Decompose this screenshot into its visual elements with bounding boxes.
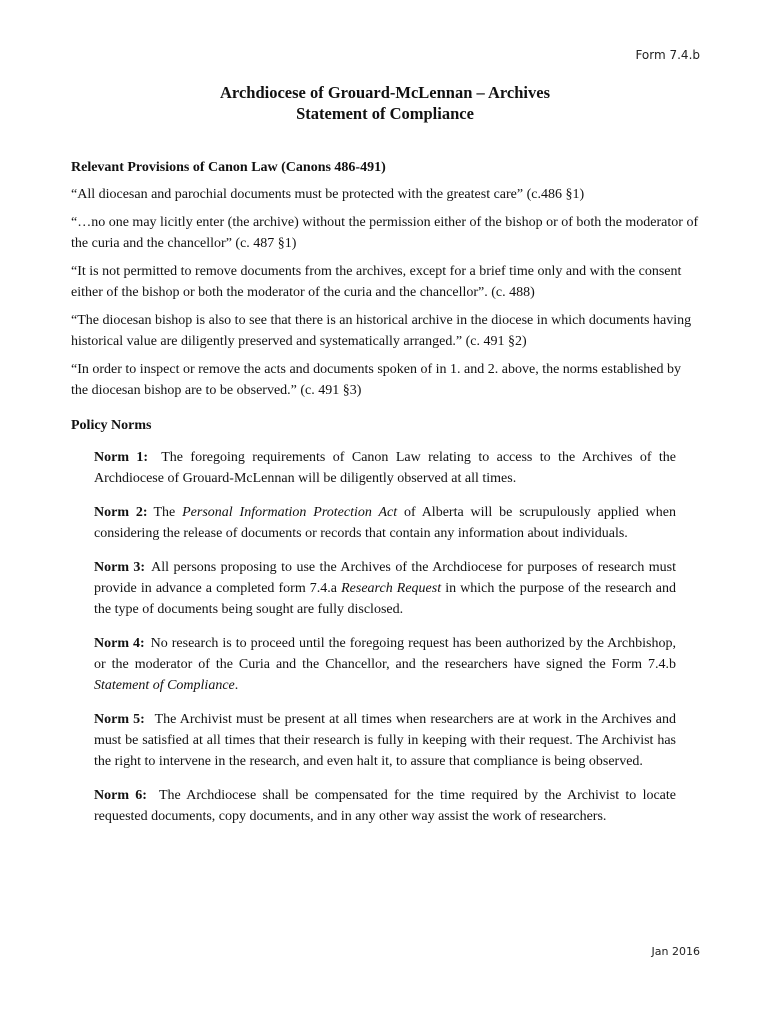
norm-text: No research is to proceed until the foregoing request has been authorized by the Archbishop, or the moderator of the Curia and the Chancellor, and the researchers have signed the Form 7.4.b: [94, 636, 676, 672]
norm-label: Norm 2:: [94, 505, 148, 520]
provision-item: “It is not permitted to remove documents from the archives, except for a brief time only and with the consent either of the bishop or both the moderator of the curia and the chancellor”. (c. 488): [71, 264, 682, 300]
norm-italic-title: Personal Information Protection Act: [182, 505, 398, 520]
norm-paragraph: [94, 447, 676, 489]
norm-text: All persons proposing to use the Archives of the Archdiocese for purposes of research must provide in advance a completed form 7.4.a: [94, 560, 677, 596]
norm-text: The Archivist must be present at all times when researchers are at work in the Archives and must be satisfied at all times that their research is fully in keeping with their request. The Archivist has the right to intervene in the research, and even halt it, to assure that compliance is being observed.: [94, 712, 676, 769]
norm-label: Norm 1:: [94, 450, 149, 465]
norm-italic-title: Research Request: [341, 581, 442, 596]
norm-text: The: [153, 505, 183, 520]
form-number: Form 7.4.b: [635, 48, 700, 62]
norm-text: The Archdiocese shall be compensated for the time required by the Archivist to locate requested documents, copy documents, and in any other way assist the work of researchers.: [94, 788, 676, 824]
norm-paragraph: [94, 557, 676, 620]
document-subtitle: Statement of Compliance: [296, 104, 474, 123]
norm-label: Norm 3:: [94, 560, 146, 575]
provision-item: “All diocesan and parochial documents must be protected with the greatest care” (c.486 §1): [71, 187, 585, 202]
document-title: Archdiocese of Grouard-McLennan – Archives: [220, 83, 550, 102]
norm-label: Norm 6:: [94, 788, 147, 803]
norm-text: The foregoing requirements of Canon Law relating to access to the Archives of the Archdiocese of Grouard-McLennan will be diligently observed at all times.: [94, 450, 676, 486]
norm-italic-title: Statement of Compliance: [94, 678, 235, 693]
norm-text: in which the purpose of the research and the type of documents being sought are fully disclosed.: [94, 581, 676, 617]
norm-label: Norm 4:: [94, 636, 145, 651]
norm-paragraph: [94, 502, 676, 544]
provision-item: “The diocesan bishop is also to see that there is an historical archive in the diocese in which documents having historical value are diligently preserved and systematically arranged.” (c. 491 §2): [71, 313, 692, 349]
document-body: [71, 157, 701, 840]
provisions-heading: Relevant Provisions of Canon Law (Canons 486-491): [71, 160, 386, 175]
norm-paragraph: [94, 633, 676, 696]
document-header: [0, 82, 770, 124]
provision-item: “In order to inspect or remove the acts and documents spoken of in 1. and 2. above, the norms established by the diocesan bishop are to be observed.” (c. 491 §3): [71, 362, 682, 398]
footer-date: Jan 2016: [651, 945, 700, 958]
norm-paragraph: [94, 709, 676, 772]
policy-norms-heading: Policy Norms: [71, 418, 152, 433]
norm-text: of Alberta will be scrupulously applied when considering the release of documents or records that contain any information about individuals.: [94, 505, 677, 541]
norm-paragraph: [94, 785, 676, 827]
norm-label: Norm 5:: [94, 712, 145, 727]
norm-text: .: [234, 678, 239, 693]
provision-item: “…no one may licitly enter (the archive) without the permission either of the bishop or of both the moderator of the curia and the chancellor” (c. 487 §1): [71, 215, 699, 251]
